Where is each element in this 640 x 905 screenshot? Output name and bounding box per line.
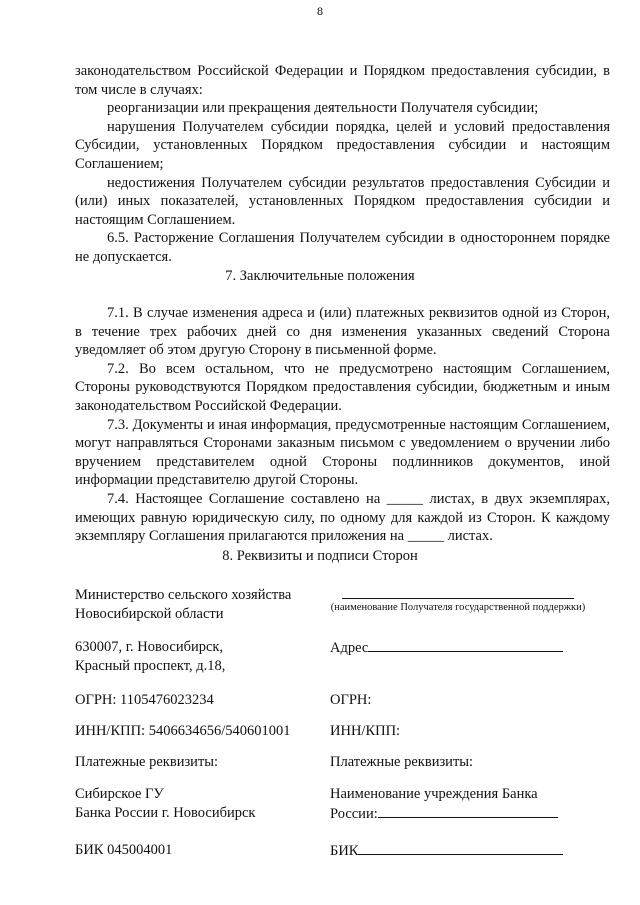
recipient-name-caption: (наименование Получателя государственной поддержки)	[330, 602, 586, 613]
ministry-inn-kpp: ИНН/КПП: 5406634656/540601001	[75, 723, 291, 739]
section-7-title: 7. Заключительные положения	[225, 268, 415, 284]
paragraph-6-5: 6.5. Расторжение Соглашения Получателем субсидии в одностороннем порядке не допускается.	[75, 230, 610, 265]
recipient-payment-details: Платежные реквизиты:	[330, 754, 474, 770]
bank-fill-line	[378, 804, 558, 818]
termination-case-violation: нарушения Получателем субсидии порядка, целей и условий предоставления Субсидии, установленных Порядком предоставления субсидии и настоящим Соглашением;	[75, 118, 610, 172]
termination-case-reorganization: реорганизации или прекращения деятельности Получателя субсидии;	[107, 100, 539, 117]
paragraph-7-2: 7.2. Во всем остальном, что не предусмотрено настоящим Соглашением, Стороны руководствуются Порядком предоставления субсидии, бюджетным и иным законодательством Российской Федерации.	[75, 360, 610, 414]
ministry-name: Министерство сельского хозяйства Новосибирской области	[75, 587, 292, 622]
section-8-title: 8. Реквизиты и подписи Сторон	[222, 548, 418, 564]
recipient-address: Адрес	[330, 638, 610, 683]
bik-fill-line	[358, 841, 563, 855]
requisites-table	[75, 586, 610, 863]
address-fill-line	[368, 638, 563, 652]
ministry-payment-details: Платежные реквизиты:	[75, 754, 219, 770]
recipient-ogrn: ОГРН:	[330, 692, 372, 708]
ministry-ogrn: ОГРН: 1105476023234	[75, 692, 214, 708]
paragraph-7-1: 7.1. В случае изменения адреса и (или) платежных реквизитов одной из Сторон, в течение трех рабочих дней со дня изменения указанных сведений Сторона уведомляет об этом другую Сторону в письменной форме.	[75, 305, 610, 359]
paragraph-6-4-end: законодательством Российской Федерации и Порядком предоставления субсидии, в том числе в случаях:	[75, 63, 610, 98]
paragraph-7-4: 7.4. Настоящее Соглашение составлено на _____ листах, в двух экземплярах, имеющих равную юридическую силу, по одному для каждой из Сторон. К каждому экземпляру Соглашения прилагаются приложения на _____ листах.	[75, 490, 610, 545]
section-7-body	[75, 304, 610, 546]
recipient-bank: Наименование учреждения Банка России:	[330, 785, 610, 829]
recipient-name-line	[342, 586, 574, 599]
page-number: 8	[317, 4, 323, 18]
recipient-bik: БИК	[330, 841, 610, 863]
ministry-bik: БИК 045004001	[75, 842, 173, 858]
termination-case-nonachievement: недостижения Получателем субсидии результатов предоставления Субсидии и (или) иных показателей, установленных Порядком предоставления субсидии и настоящим Соглашением.	[75, 174, 610, 228]
recipient-inn-kpp: ИНН/КПП:	[330, 723, 401, 739]
recipient-name	[330, 586, 610, 632]
paragraph-7-3: 7.3. Документы и иная информация, предусмотренные настоящим Соглашением, могут направляться Сторонами заказным письмом с уведомлением о вручении либо вручением представителем одной Стороны подлинников документов, иной информации представителю другой Стороны.	[75, 416, 610, 489]
section-6-continuation	[75, 62, 610, 267]
ministry-bank: Сибирское ГУ Банка России г. Новосибирск	[75, 786, 256, 821]
ministry-address: 630007, г. Новосибирск, Красный проспект, д.18,	[75, 639, 226, 674]
